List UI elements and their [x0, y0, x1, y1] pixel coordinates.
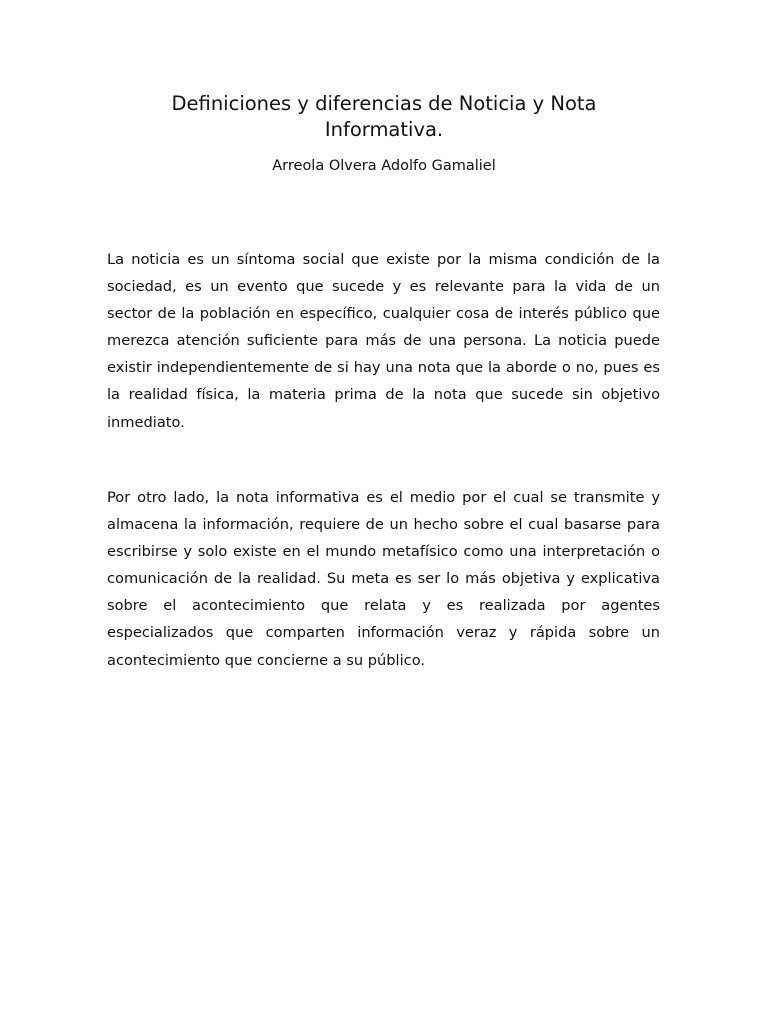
paragraph-2: Por otro lado, la nota informativa es el medio por el cual se transmite y almacena la información, requiere de un hecho sobre el cual basarse para escribirse y solo existe en el mundo metafísico como una interpretación o comunicación de la realidad. Su meta es ser lo más objetiva y explicativa sobre el acontecimiento que relata y es realizada por agentes especializados que comparten información veraz y rápida sobre un acontecimiento que concierne a su público.: [107, 489, 660, 669]
document-author: Arreola Olvera Adolfo Gamaliel: [272, 158, 496, 174]
document-title: Definiciones y diferencias de Noticia y Nota Informativa.: [171, 92, 597, 141]
paragraph-1: La noticia es un síntoma social que existe por la misma condición de la sociedad, es un evento que sucede y es relevante para la vida de un sector de la población en específico, cualquier cosa de interés público que merezca atención suficiente para más de una persona. La noticia puede existir independientemente de si hay una nota que la aborde o no, pues es la realidad física, la materia prima de la nota que sucede sin objetivo inmediato.: [107, 251, 660, 431]
